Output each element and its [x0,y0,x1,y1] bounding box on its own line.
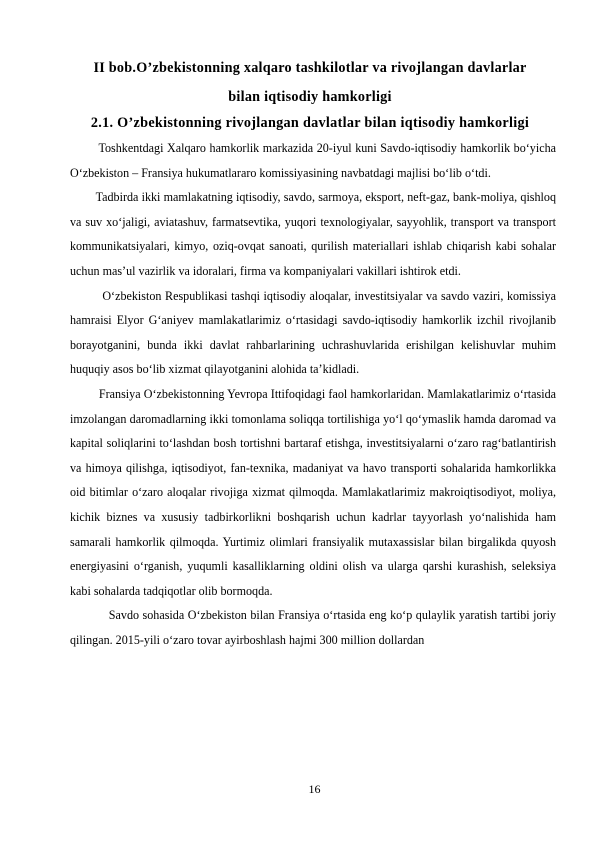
paragraph: O‘zbekiston Respublikasi tashqi iqtisodiy aloqalar, investitsiyalar va savdo vaziri, komissiya hamraisi Elyor G‘aniyev mamlakatlarimiz o‘rtasidagi savdo-iqtisodiy hamkorlik izchil rivojlanib borayotganini, bunda ikki davlat rahbarlarining uchrashuvlarida erishilgan kelishuvlar muhim huquqiy asos bo‘lib xizmat qilayotganini alohida ta’kidladi. [70,288,560,377]
body-text [70,136,560,652]
chapter-title-line1: II bob.O’zbekistonning xalqaro tashkilotlar va rivojlangan davlarlar [93,60,527,76]
paragraph: Fransiya O‘zbekistonning Yevropa Ittifoqidagi faol hamkorlaridan. Mamlakatlarimiz o‘rtasida imzolangan daromadlarning ikki tomonlama soliqqa tortilishiga yo‘l qo‘ymaslik hamda daromad va kapital soliqlarini to‘lashdan bosh tortishni bartaraf etishga, investitsiyalarni o‘zaro rag‘batlantirish va himoya qilishga, iqtisodiyot, fan-texnika, madaniyat va havo transporti sohalarida hamkorlikka oid bitimlar o‘zaro aloqalar rivojiga xizmat qilmoqda. Mamlakatlarimiz makroiqtisodiyot, moliya, kichik biznes va xususiy tadbirkorlikni boshqarish uchun kadrlar tayyorlash yo‘nalishida ham samarali hamkorlik qilmoqda. Yurtimiz olimlari fransiyalik mutaxassislar bilan birgalikda quyosh energiyasini o‘rganish, yuqumli kasalliklarning oldini olish va ularga qarshi kurashish, seleksiya kabi sohalarda tadqiqotlar olib bormoqda. [70,386,560,598]
paragraph: Toshkentdagi Xalqaro hamkorlik markazida 20-iyul kuni Savdo-iqtisodiy hamkorlik bo‘yicha O‘zbekiston – Fransiya hukumatlararo komissiyasining navbatdagi majlisi bo‘lib o‘tdi. [70,141,560,180]
paragraph: Savdo sohasida O‘zbekiston bilan Fransiya o‘rtasida eng ko‘p qulaylik yaratish tartibi joriy qilingan. 2015-yili o‘zaro tovar ayirboshlash hajmi 300 million dollardan [70,608,560,647]
chapter-title-line2: bilan iqtisodiy hamkorligi [228,89,392,105]
page-number: 16 [308,782,321,796]
section-title: 2.1. O’zbekistonning rivojlangan davlatlar bilan iqtisodiy hamkorligi [90,115,530,131]
paragraph: Tadbirda ikki mamlakatning iqtisodiy, savdo, sarmoya, eksport, neft-gaz, bank-moliya, qishloq va suv xo‘jaligi, aviatashuv, farmatsevtika, yuqori texnologiyalar, sayyohlik, transport va transport kommunikatsiyalari, kimyo, oziq-ovqat sanoati, qurilish materiallari ishlab chiqarish kabi sohalar uchun mas’ul vazirlik va idoralari, firma va kompaniyalari vakillari ishtirok etdi. [70,190,560,278]
